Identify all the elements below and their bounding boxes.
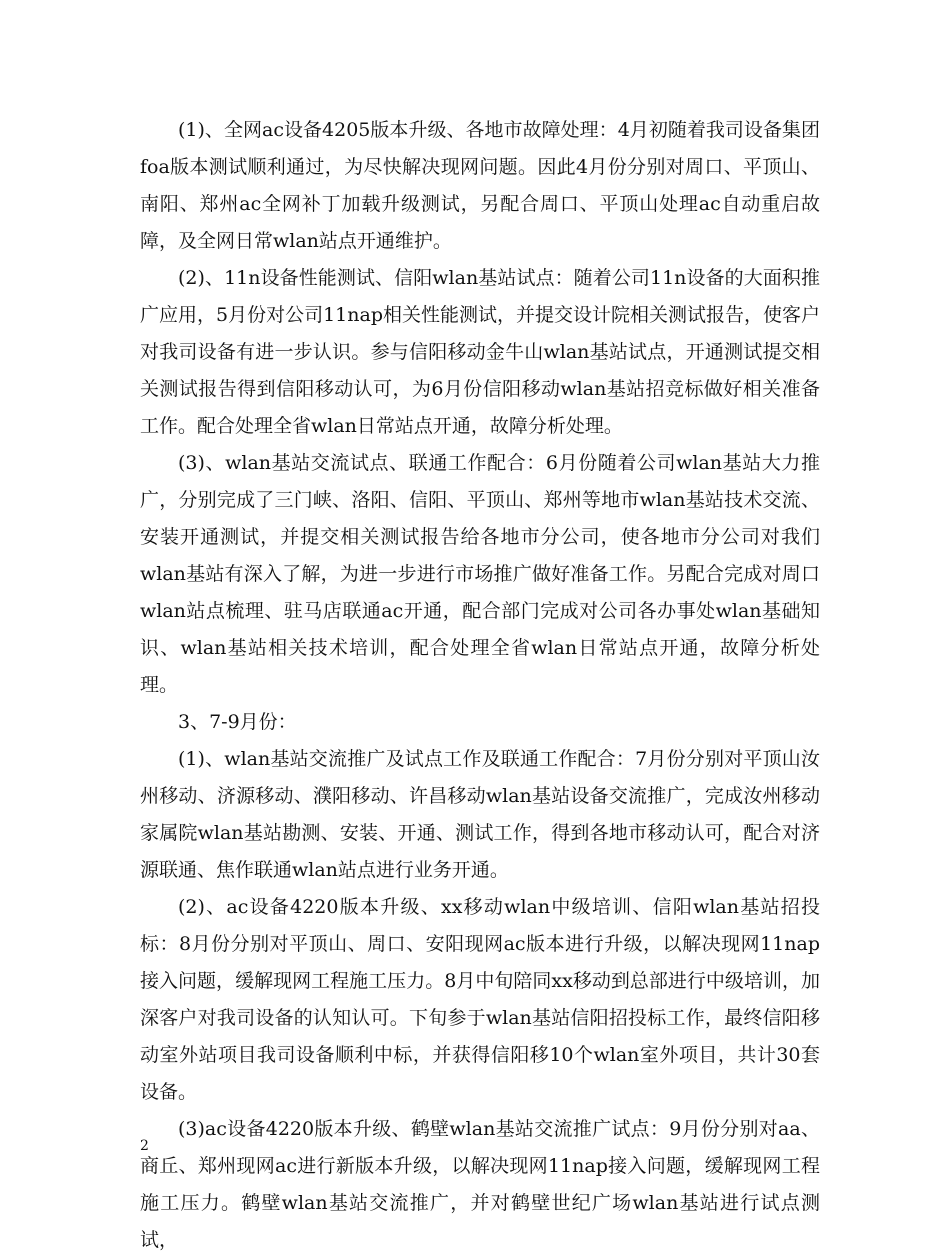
paragraph-q3-item-1: (1)、wlan基站交流推广及试点工作及联通工作配合：7月份分别对平顶山汝州移动、济源移动、濮阳移动、许昌移动wlan基站设备交流推广，完成汝州移动家属院wlan基站勘测、安装、开通、测试工作，得到各地市移动认可，配合对济源联通、焦作联通wlan站点进行业务开通。	[140, 748, 820, 881]
paragraph-q2-item-3: (3)、wlan基站交流试点、联通工作配合：6月份随着公司wlan基站大力推广，分别完成了三门峡、洛阳、信阳、平顶山、郑州等地市wlan基站技术交流、安装开通测试，并提交相关测试报告给各地市分公司，使各地市分公司对我们wlan基站有深入了解，为进一步进行市场推广做好准备工作。另配合完成对周口wlan站点梳理、驻马店联通ac开通，配合部门完成对公司各办事处wlan基础知识、wlan基站相关技术培训，配合处理全省wlan日常站点开通，故障分析处理。	[140, 452, 820, 696]
paragraph-q2-item-1: (1)、全网ac设备4205版本升级、各地市故障处理：4月初随着我司设备集团foa版本测试顺利通过，为尽快解决现网问题。因此4月份分别对周口、平顶山、南阳、郑州ac全网补丁加载升级测试，另配合周口、平顶山处理ac自动重启故障，及全网日常wlan站点开通维护。	[140, 119, 820, 252]
document-body	[140, 112, 820, 1259]
page-number: 2	[140, 1138, 149, 1154]
paragraph-q3-item-3: (3)ac设备4220版本升级、鹤壁wlan基站交流推广试点：9月份分别对aa、商丘、郑州现网ac进行新版本升级，以解决现网11nap接入问题，缓解现网工程施工压力。鹤壁wlan基站交流推广，并对鹤壁世纪广场wlan基站进行试点测试，	[140, 1118, 820, 1251]
paragraph-q2-item-2: (2)、11n设备性能测试、信阳wlan基站试点：随着公司11n设备的大面积推广应用，5月份对公司11nap相关性能测试，并提交设计院相关测试报告，使客户对我司设备有进一步认识。参与信阳移动金牛山wlan基站试点，开通测试提交相关测试报告得到信阳移动认可，为6月份信阳移动wlan基站招竞标做好相关准备工作。配合处理全省wlan日常站点开通，故障分析处理。	[140, 267, 820, 437]
section-heading-q3: 3、7-9月份：	[178, 711, 297, 733]
paragraph-q3-item-2: (2)、ac设备4220版本升级、xx移动wlan中级培训、信阳wlan基站招投标：8月份分别对平顶山、周口、安阳现网ac版本进行升级，以解决现网11nap接入问题，缓解现网工程施工压力。8月中旬陪同xx移动到总部进行中级培训，加深客户对我司设备的认知认可。下旬参于wlan基站信阳招投标工作，最终信阳移动室外站项目我司设备顺利中标，并获得信阳移10个wlan室外项目，共计30套设备。	[140, 896, 820, 1103]
